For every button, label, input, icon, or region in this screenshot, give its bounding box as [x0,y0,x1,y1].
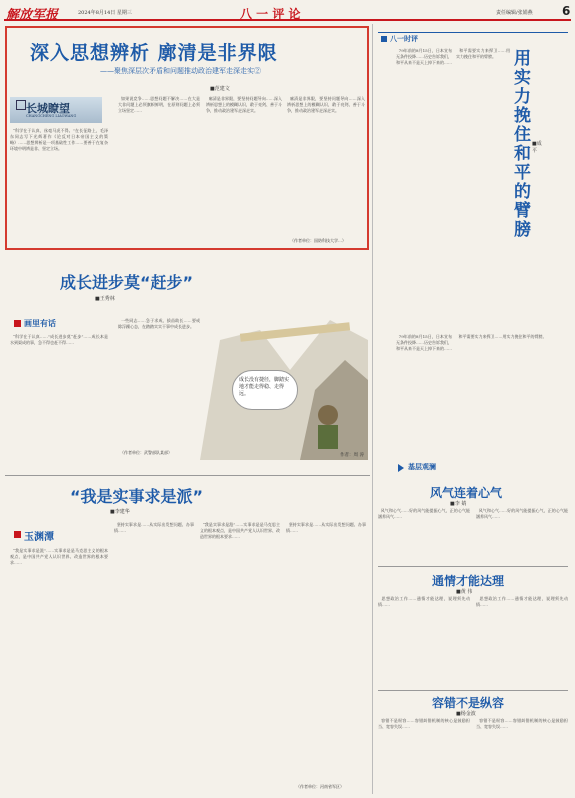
header-rule [4,19,571,21]
column-banner [10,97,102,123]
date-line: 2024年8月14日 星期三 [78,10,132,16]
masthead: 解放军报 [6,8,59,23]
article3-body-col2: 容错不是纵容……容错纠错机制的核心是鼓励担当、宽容失误…… [476,718,568,729]
article2-byline: ■黄 伟 [456,589,473,595]
column-name: 长城瞭望 [26,102,70,115]
middle-source: （作者单位：武警部队某部） [120,450,172,455]
sidebar-headline: 用实力挽住和平的臂膀 [514,49,531,240]
triangle-icon [398,464,404,472]
bottom-body-col1: “我是实事求是派”……实事求是是马克思主义的根本观点，是中国共产党人认识世界、改造世界的根本要求…… [10,548,108,565]
article1-body-col2: 风气和心气……好的风气能提振心气，正的心气能涵养风气…… [476,508,568,519]
basic-column-tag [380,462,570,474]
sidebar-body-col4: 79年前的8月15日，日本宣布无条件投降……历史告诉我们，和平从来不是天上掉下来的…… [396,334,452,351]
great-wall-icon [16,100,26,110]
sidebar-column-name: 八一时评 [390,35,418,43]
cartoon-label-box [10,318,100,330]
square-icon [14,531,21,538]
lead-body-col2: 如果说竞争……思想问题不解决……在大是大非问题上必须旗帜鲜明，在原则问题上必须立场坚定…… [118,96,200,113]
sidebar-divider-2 [378,690,568,691]
middle-byline: ■王秀林 [95,296,115,302]
column-subname: CHANGCHENG LIAOWANG [26,114,77,118]
lead-body-col4: 廓清是非界限，要坚持问题导向……深入辨析思想上的模糊认识，敢于亮剑、善于斗争，推动政治建军走深走实。 [287,96,365,113]
bottom-title: “我是实事求是派” [70,487,204,506]
editor-credit: 责任编辑/张娟燕 [496,10,533,16]
bottom-byline: ■李建华 [110,509,130,515]
middle-body-col1: “科学在于认真……”成长进步莫“赶步”……成长本是水到渠成的事，急不得也赶不得…… [10,334,108,345]
lead-byline: ■范建文 [210,86,230,92]
article2-body-col2: 思想政治工作……通情才能达理，说理须先动情…… [476,596,568,607]
square-icon [14,320,21,327]
article3-byline: ■杨金波 [456,711,476,717]
section-title: 八 一 评 论 [240,7,301,21]
lead-title: 深入思想辨析 廓清是非界限 [30,42,278,64]
page-number: 6 [562,4,571,18]
bottom-body-col3: “我是实事求是派”……实事求是是马克思主义的根本观点，是中国共产党人认识世界、改造世界的根本要求…… [200,522,280,539]
bottom-body-col2: 坚持实事求是……从实际出发想问题、办事情…… [114,522,194,533]
bottom-body-col4: 坚持实事求是……从实际出发想问题、办事情…… [286,522,366,533]
middle-divider [5,475,370,476]
sidebar-divider-1 [378,566,568,567]
lead-body-col3: 廓清是非界限，要坚持问题导向……深入辨析思想上的模糊认识，敢于亮剑、善于斗争，推动政治建军走深走实。 [206,96,282,113]
column-divider [372,24,373,794]
basic-column-name: 基层观澜 [408,463,436,471]
middle-title: 成长进步莫“赶步” [60,273,194,292]
article3-body-col1: 容错不是纵容……容错纠错机制的核心是鼓励担当、宽容失误…… [378,718,470,729]
article3-title: 容错不是纵容 [432,696,505,710]
article1-body-col1: 风气和心气……好的风气能提振心气，正的心气能涵养风气…… [378,508,470,519]
bottom-column-name: 玉渊潭 [24,532,54,543]
article1-byline: ■李 婧 [450,501,467,507]
cartoon-speech-bubble [232,370,298,410]
middle-body-col2: 一些同志……急于求成、拔苗助长……要戒除浮躁心态，在踏踏实实干事中成长进步。 [118,318,200,329]
cartoon-credit: 作者：周 涛 [340,453,364,458]
sidebar-byline: ■成 平 [532,141,542,154]
cartoon-bubble-text: 成长没有捷径，脚踏实地才能走得稳、走得远。 [239,377,290,397]
sidebar-column-tag [378,32,568,43]
lead-subtitle: ——聚焦深层次矛盾和问题推动政治建军走深走实② [100,67,261,75]
bottom-column-label [10,528,100,542]
sidebar-body-col3: 和平需要实力来捍卫……用实力挽住和平的臂膀。 [456,334,547,339]
cartoon [200,300,368,460]
bottom-source: （作者单位：河南省军区） [296,784,344,789]
article1-title: 风气连着心气 [430,486,503,500]
sidebar-body-col2: 和平需要实力来捍卫……用实力挽住和平的臂膀。 [456,48,510,59]
cartoon-label: 画里有话 [24,319,56,328]
square-icon [381,36,387,42]
article2-body-col1: 思想政治工作……通情才能达理，说理须先动情…… [378,596,470,607]
article2-title: 通情才能达理 [432,574,505,588]
lead-source: （作者单位：国防科技大学…） [290,238,346,243]
lead-body-col1: “科学在于认真，丝毫马虎不得。”在长征路上，毛泽东同志写下光辉著作《论反对日本帝国主义的策略》……思想辨析是一项基础性工作……要善于在复杂环境中明辨是非、坚定立场。 [10,128,108,151]
sidebar-body-col1: 79年前的8月15日，日本宣布无条件投降……历史告诉我们，和平从来不是天上掉下来的…… [396,48,452,65]
